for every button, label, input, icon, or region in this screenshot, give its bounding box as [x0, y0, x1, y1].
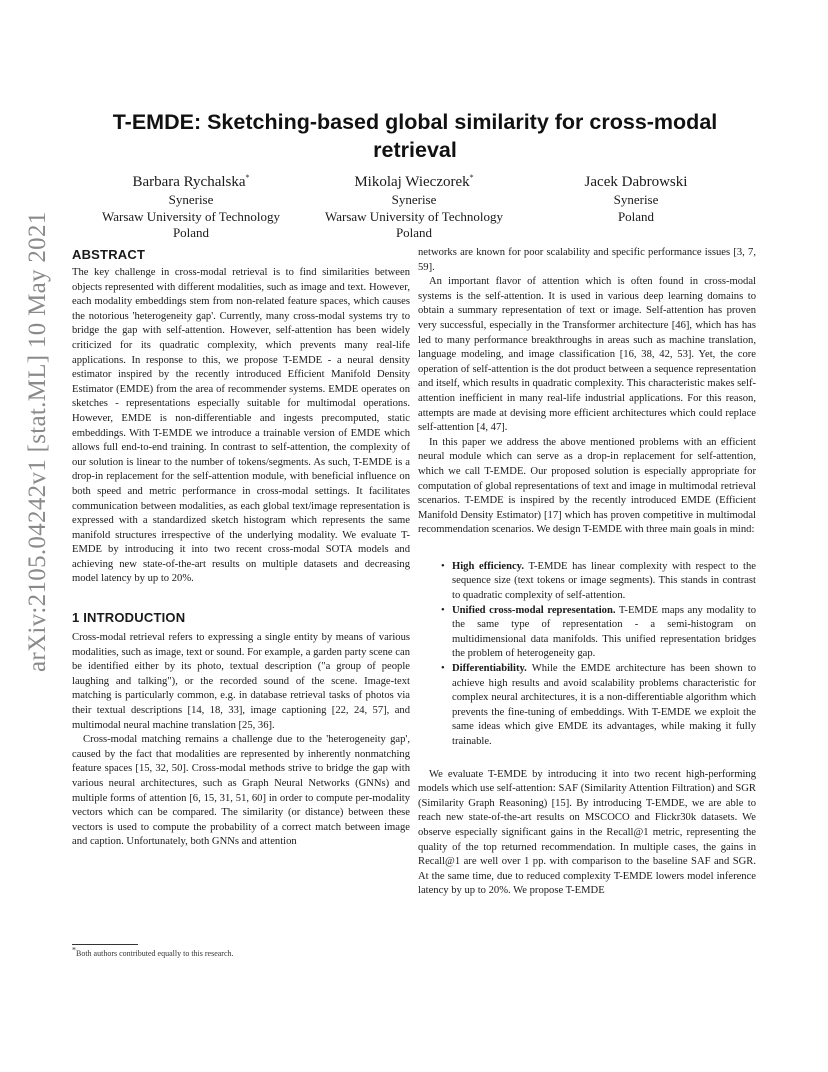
- author-name: Barbara Rychalska*: [132, 173, 250, 190]
- right-paragraph-3: In this paper we address the above mentioned problems with an efficient neural module which can serve as a drop-in replacement for self-attention, which we call T-EMDE. Our proposed solution is especially appropriate for computation of global representations of text and image in multimodal retrieval scenarios. T-EMDE is inspired by the recently introduced EMDE (Efficient Manifold Density Estimator) [17] which has proven competitive in multimodal recommendation scenarios. We design T-EMDE with three main goals in mind:: [418, 436, 756, 536]
- arxiv-identifier: arXiv:2105.04242v1 [stat.ML] 10 May 2021: [24, 211, 51, 672]
- left-column: [72, 246, 410, 850]
- footnote-divider: [72, 944, 138, 945]
- author-name: Jacek Dabrowski: [584, 174, 688, 190]
- list-item: • Unified cross-modal representation. T-EMDE maps any modality to the same type of representation - a semi-histogram on multidimensional data manifolds. This unified representation bridges the problem of heterogeneity gap.: [452, 604, 756, 662]
- intro-paragraph-1: Cross-modal retrieval refers to expressing a single entity by means of various modalities, such as image, text or sound. For example, a garden party scene can be identified either by its photo, textual description ("a group of people laughing and talking"), or the recorded sound of the scene. Image-text matching is particularly common, e.g. in database retrieval tasks of photos via their textual descriptions [14, 18, 33], image captioning [22, 24, 57], and multimodal neural machine translation [25, 36].: [72, 632, 410, 731]
- list-item: • High efficiency. T-EMDE has linear complexity with respect to the sequence size (text tokens or image segments). This stands in contrast to quadratic complexity of self-attention.: [452, 560, 756, 604]
- author-block-3: [556, 173, 716, 225]
- author-affiliation: Synerise: [168, 192, 214, 207]
- right-paragraph-2: An important flavor of attention which is often found in cross-modal systems is the self-attention. It is used in various deep learning domains to obtain a summary representation of text or image. Self-attention has proven very successful, especially in the Transformer architecture [46], which has has led to many performance breakthroughs in areas such as machine translation, language modeling, and image classification [16, 38, 42, 53]. Yet, the core operation of self-attention is the dot product between a sequence representation and itself, which results in quadratic complexity. This characteristic makes self-attention inefficient in many real-life industrial applications. For this reason, attempts are made at devising more efficient architectures which could replace self-attention [4, 47].: [418, 276, 756, 434]
- introduction-heading: 1 INTRODUCTION: [72, 610, 186, 626]
- footnote: *Both authors contributed equally to this research.: [72, 945, 234, 958]
- right-column: [418, 246, 756, 899]
- paper-title: T-EMDE: Sketching-based global similarity for cross-modal retrieval: [112, 110, 718, 162]
- right-paragraph-1: networks are known for poor scalability and specific performance issues [3, 7, 59].: [418, 247, 756, 273]
- author-name: Mikolaj Wieczorek*: [354, 173, 474, 190]
- intro-paragraph-2: Cross-modal matching remains a challenge due to the 'heterogeneity gap', caused by the fact that modalities are represented by inherently nonmatching feature spaces [15, 32, 50]. Cross-modal methods strive to bridge the gap with various neural architectures, such as Graph Neural Networks (GNNs) and multiple forms of attention [6, 15, 31, 51, 60] in order to compute per-modality vectors which can be compared. The similarity (or distance) between these vectors is used to compute the probability of a correct match between image and caption. Unfortunately, both GNNs and attention: [72, 734, 410, 848]
- right-paragraph-4: We evaluate T-EMDE by introducing it into two recent high-performing models which use self-attention: SAF (Similarity Attention Filtration) and SGR (Similarity Graph Reasoning) [15]. By introducing T-EMDE, we are able to reach new state-of-the-art results on MSCOCO and Flickr30k datasets. We observe especially significant gains in the Recall@1 metric, representing the quality of the top returned recommendation. In multiple cases, the gains in Recall@1 are well over 1 pp. with comparison to the baseline SAF and SGR. At the same time, due to reduced complexity T-EMDE lowers model inference latency by up to 20%. We propose T-EMDE: [418, 768, 756, 897]
- author-country: Poland: [172, 225, 210, 240]
- author-affiliation: Synerise: [391, 192, 437, 207]
- author-block-2: [318, 173, 510, 242]
- goals-list: [418, 560, 756, 750]
- abstract-text: The key challenge in cross-modal retrieval is to find similarities between objects represented with different modalities, such as image and text. However, each modality embeddings stem from non-related feature spaces, which causes the notorious 'heterogeneity gap'. Currently, many cross-modal systems try to bridge the gap with self-attention. However, self-attention has been widely criticized for its quadratic complexity, which prevents many real-life applications. In response to this, we propose T-EMDE - a neural density estimator inspired by the recently introduced Efficient Manifold Density Estimator (EMDE) from the area of recommender systems. EMDE operates on sketches - representations especially suitable for multimodal operations. However, EMDE is non-differentiable and ingests precomputed, static embeddings. With T-EMDE we introduce a trainable version of EMDE which allows full end-to-end training. In contrast to self-attention, the complexity of our solution is linear to the number of tokens/segments. As such, T-EMDE is a drop-in replacement for the self-attention module, with beneficial influence on both speed and metric performance in cross-modal settings. It facilitates communication between modalities, as each global text/image representation is expressed with a standardized sketch histogram which represents the same manifold structures irrespective of the underlying modality. We evaluate T-EMDE by introducing it into two recent cross-modal SOTA models and achieving new state-of-the-art results on multiple datasets and decreasing model latency by up to 20%.: [72, 267, 410, 585]
- abstract-heading: ABSTRACT: [72, 247, 146, 262]
- author-affiliation: Warsaw University of Technology: [102, 208, 280, 224]
- author-country: Poland: [617, 208, 655, 224]
- author-country: Poland: [395, 225, 433, 240]
- author-affiliation: Synerise: [613, 192, 659, 207]
- author-block-1: [96, 173, 286, 242]
- author-affiliation: Warsaw University of Technology: [325, 208, 503, 224]
- list-item: • Differentiability. While the EMDE architecture has been shown to achieve high results and avoid scalability problems characteristic for complex neural architectures, it is a non-differentiable algorithm which prevents the fine-tuning of embeddings. With T-EMDE we exploit the same ideas which give EMDE its advantages, while making it fully trainable.: [452, 662, 756, 750]
